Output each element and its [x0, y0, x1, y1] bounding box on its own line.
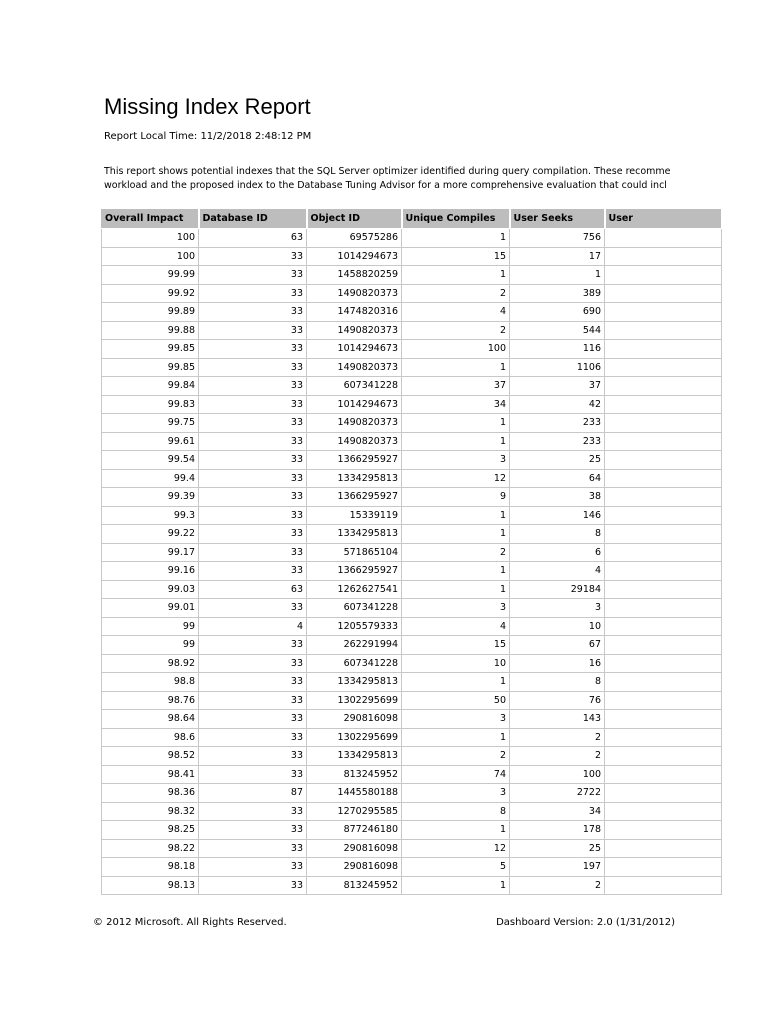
cell-user-seeks: 146	[510, 506, 605, 525]
table-body	[102, 229, 722, 895]
cell-user-scans	[605, 377, 722, 396]
cell-unique-compiles: 5	[402, 858, 510, 877]
cell-user-seeks: 690	[510, 303, 605, 322]
cell-object-id: 1205579333	[307, 617, 402, 636]
cell-object-id: 607341228	[307, 599, 402, 618]
table-row	[102, 858, 722, 877]
cell-user-scans	[605, 395, 722, 414]
cell-database-id: 33	[199, 876, 307, 895]
cell-unique-compiles: 3	[402, 599, 510, 618]
cell-object-id: 813245952	[307, 876, 402, 895]
cell-user-scans	[605, 229, 722, 248]
cell-user-seeks: 29184	[510, 580, 605, 599]
cell-object-id: 290816098	[307, 858, 402, 877]
cell-unique-compiles: 1	[402, 525, 510, 544]
cell-unique-compiles: 4	[402, 617, 510, 636]
cell-user-scans	[605, 839, 722, 858]
cell-database-id: 33	[199, 710, 307, 729]
cell-user-seeks: 143	[510, 710, 605, 729]
table-row	[102, 784, 722, 803]
cell-user-scans	[605, 469, 722, 488]
table-row	[102, 765, 722, 784]
cell-object-id: 1014294673	[307, 395, 402, 414]
cell-unique-compiles: 15	[402, 247, 510, 266]
cell-overall-impact: 98.92	[102, 654, 199, 673]
table-row	[102, 543, 722, 562]
cell-unique-compiles: 1	[402, 432, 510, 451]
cell-unique-compiles: 100	[402, 340, 510, 359]
table-row	[102, 303, 722, 322]
cell-user-seeks: 8	[510, 673, 605, 692]
cell-unique-compiles: 8	[402, 802, 510, 821]
cell-overall-impact: 98.76	[102, 691, 199, 710]
cell-unique-compiles: 1	[402, 821, 510, 840]
cell-database-id: 33	[199, 858, 307, 877]
cell-user-seeks: 76	[510, 691, 605, 710]
cell-user-scans	[605, 543, 722, 562]
column-header-user-scans[interactable]: User	[605, 209, 722, 229]
table-row	[102, 562, 722, 581]
cell-object-id: 1490820373	[307, 414, 402, 433]
cell-user-scans	[605, 691, 722, 710]
cell-overall-impact: 99.3	[102, 506, 199, 525]
cell-user-seeks: 4	[510, 562, 605, 581]
cell-object-id: 1445580188	[307, 784, 402, 803]
cell-overall-impact: 99.54	[102, 451, 199, 470]
cell-unique-compiles: 4	[402, 303, 510, 322]
cell-overall-impact: 99	[102, 636, 199, 655]
cell-user-seeks: 10	[510, 617, 605, 636]
cell-unique-compiles: 34	[402, 395, 510, 414]
cell-overall-impact: 99.4	[102, 469, 199, 488]
cell-database-id: 63	[199, 580, 307, 599]
cell-user-scans	[605, 728, 722, 747]
cell-unique-compiles: 2	[402, 543, 510, 562]
column-header-user-seeks[interactable]: User Seeks	[510, 209, 605, 229]
cell-user-scans	[605, 802, 722, 821]
table-row	[102, 229, 722, 248]
cell-database-id: 33	[199, 691, 307, 710]
report-title: Missing Index Report	[104, 94, 311, 119]
cell-unique-compiles: 37	[402, 377, 510, 396]
cell-object-id: 15339119	[307, 506, 402, 525]
cell-database-id: 33	[199, 488, 307, 507]
missing-index-table-container	[101, 208, 633, 898]
cell-overall-impact: 99.83	[102, 395, 199, 414]
column-header-unique-compiles[interactable]: Unique Compiles	[402, 209, 510, 229]
cell-database-id: 33	[199, 673, 307, 692]
cell-object-id: 1270295585	[307, 802, 402, 821]
cell-object-id: 1334295813	[307, 525, 402, 544]
cell-database-id: 33	[199, 247, 307, 266]
cell-user-seeks: 64	[510, 469, 605, 488]
cell-user-seeks: 116	[510, 340, 605, 359]
cell-unique-compiles: 1	[402, 358, 510, 377]
cell-database-id: 33	[199, 821, 307, 840]
cell-database-id: 33	[199, 636, 307, 655]
cell-object-id: 69575286	[307, 229, 402, 248]
cell-overall-impact: 99	[102, 617, 199, 636]
cell-overall-impact: 99.99	[102, 266, 199, 285]
cell-object-id: 1302295699	[307, 691, 402, 710]
cell-object-id: 1262627541	[307, 580, 402, 599]
table-row	[102, 488, 722, 507]
cell-overall-impact: 98.13	[102, 876, 199, 895]
cell-object-id: 1458820259	[307, 266, 402, 285]
cell-object-id: 607341228	[307, 377, 402, 396]
cell-user-seeks: 2722	[510, 784, 605, 803]
cell-overall-impact: 98.25	[102, 821, 199, 840]
cell-object-id: 262291994	[307, 636, 402, 655]
cell-unique-compiles: 50	[402, 691, 510, 710]
cell-overall-impact: 99.61	[102, 432, 199, 451]
table-row	[102, 617, 722, 636]
cell-user-seeks: 8	[510, 525, 605, 544]
cell-object-id: 877246180	[307, 821, 402, 840]
cell-overall-impact: 99.16	[102, 562, 199, 581]
cell-database-id: 33	[199, 562, 307, 581]
cell-object-id: 1490820373	[307, 321, 402, 340]
cell-object-id: 1490820373	[307, 358, 402, 377]
cell-unique-compiles: 10	[402, 654, 510, 673]
cell-user-scans	[605, 266, 722, 285]
cell-user-scans	[605, 599, 722, 618]
table-row	[102, 358, 722, 377]
cell-overall-impact: 98.18	[102, 858, 199, 877]
cell-unique-compiles: 15	[402, 636, 510, 655]
cell-unique-compiles: 2	[402, 321, 510, 340]
cell-object-id: 1474820316	[307, 303, 402, 322]
missing-index-table	[101, 208, 722, 895]
cell-user-scans	[605, 765, 722, 784]
cell-user-scans	[605, 432, 722, 451]
cell-database-id: 33	[199, 599, 307, 618]
cell-overall-impact: 98.22	[102, 839, 199, 858]
cell-unique-compiles: 1	[402, 580, 510, 599]
cell-overall-impact: 98.36	[102, 784, 199, 803]
cell-overall-impact: 100	[102, 229, 199, 248]
cell-database-id: 33	[199, 654, 307, 673]
cell-overall-impact: 99.85	[102, 358, 199, 377]
cell-user-seeks: 6	[510, 543, 605, 562]
cell-user-seeks: 67	[510, 636, 605, 655]
description-line-2: workload and the proposed index to the Database Tuning Advisor for a more comprehensive evaluation that could incl	[104, 180, 667, 191]
table-row	[102, 469, 722, 488]
cell-database-id: 33	[199, 728, 307, 747]
cell-user-scans	[605, 358, 722, 377]
column-header-overall-impact[interactable]: Overall Impact	[102, 209, 199, 229]
cell-user-seeks: 2	[510, 876, 605, 895]
cell-user-seeks: 1106	[510, 358, 605, 377]
cell-user-seeks: 38	[510, 488, 605, 507]
cell-user-seeks: 100	[510, 765, 605, 784]
table-row	[102, 691, 722, 710]
table-row	[102, 654, 722, 673]
cell-database-id: 87	[199, 784, 307, 803]
cell-database-id: 33	[199, 303, 307, 322]
cell-database-id: 33	[199, 802, 307, 821]
cell-overall-impact: 100	[102, 247, 199, 266]
cell-overall-impact: 99.39	[102, 488, 199, 507]
cell-unique-compiles: 1	[402, 562, 510, 581]
table-row	[102, 747, 722, 766]
cell-user-scans	[605, 414, 722, 433]
cell-object-id: 1334295813	[307, 673, 402, 692]
cell-unique-compiles: 1	[402, 266, 510, 285]
table-row	[102, 266, 722, 285]
cell-database-id: 33	[199, 506, 307, 525]
cell-database-id: 33	[199, 284, 307, 303]
cell-user-seeks: 197	[510, 858, 605, 877]
table-header-row	[102, 209, 722, 229]
cell-unique-compiles: 74	[402, 765, 510, 784]
cell-database-id: 33	[199, 266, 307, 285]
cell-overall-impact: 98.6	[102, 728, 199, 747]
column-header-database-id[interactable]: Database ID	[199, 209, 307, 229]
cell-database-id: 33	[199, 358, 307, 377]
cell-user-scans	[605, 710, 722, 729]
cell-overall-impact: 98.41	[102, 765, 199, 784]
cell-user-seeks: 389	[510, 284, 605, 303]
cell-user-seeks: 34	[510, 802, 605, 821]
table-row	[102, 673, 722, 692]
cell-object-id: 290816098	[307, 710, 402, 729]
table-row	[102, 247, 722, 266]
cell-unique-compiles: 9	[402, 488, 510, 507]
table-row	[102, 599, 722, 618]
table-row	[102, 506, 722, 525]
cell-user-seeks: 25	[510, 451, 605, 470]
table-row	[102, 876, 722, 895]
cell-user-seeks: 3	[510, 599, 605, 618]
cell-user-seeks: 233	[510, 432, 605, 451]
cell-user-seeks: 756	[510, 229, 605, 248]
table-row	[102, 636, 722, 655]
table-row	[102, 321, 722, 340]
cell-unique-compiles: 2	[402, 747, 510, 766]
cell-user-scans	[605, 821, 722, 840]
cell-user-scans	[605, 580, 722, 599]
column-header-object-id[interactable]: Object ID	[307, 209, 402, 229]
cell-database-id: 4	[199, 617, 307, 636]
table-row	[102, 340, 722, 359]
cell-unique-compiles: 12	[402, 469, 510, 488]
cell-overall-impact: 99.03	[102, 580, 199, 599]
cell-user-scans	[605, 525, 722, 544]
table-row	[102, 580, 722, 599]
cell-database-id: 33	[199, 747, 307, 766]
cell-user-seeks: 2	[510, 728, 605, 747]
cell-user-scans	[605, 451, 722, 470]
footer-version: Dashboard Version: 2.0 (1/31/2012)	[496, 917, 675, 928]
cell-object-id: 1334295813	[307, 747, 402, 766]
cell-database-id: 33	[199, 451, 307, 470]
table-row	[102, 728, 722, 747]
cell-object-id: 813245952	[307, 765, 402, 784]
cell-object-id: 1302295699	[307, 728, 402, 747]
table-row	[102, 802, 722, 821]
cell-unique-compiles: 3	[402, 451, 510, 470]
table-row	[102, 414, 722, 433]
cell-database-id: 33	[199, 432, 307, 451]
description-line-1: This report shows potential indexes that the SQL Server optimizer identified during query compilation. These recomme	[104, 166, 671, 177]
table-row	[102, 451, 722, 470]
cell-user-scans	[605, 488, 722, 507]
cell-database-id: 63	[199, 229, 307, 248]
cell-user-scans	[605, 858, 722, 877]
cell-user-scans	[605, 340, 722, 359]
cell-overall-impact: 99.01	[102, 599, 199, 618]
footer-copyright: © 2012 Microsoft. All Rights Reserved.	[93, 917, 287, 928]
table-row	[102, 377, 722, 396]
cell-database-id: 33	[199, 377, 307, 396]
cell-overall-impact: 98.32	[102, 802, 199, 821]
cell-database-id: 33	[199, 469, 307, 488]
cell-unique-compiles: 12	[402, 839, 510, 858]
cell-user-scans	[605, 303, 722, 322]
cell-user-seeks: 37	[510, 377, 605, 396]
cell-object-id: 571865104	[307, 543, 402, 562]
cell-user-seeks: 178	[510, 821, 605, 840]
cell-overall-impact: 99.75	[102, 414, 199, 433]
cell-user-scans	[605, 617, 722, 636]
table-row	[102, 710, 722, 729]
cell-object-id: 1334295813	[307, 469, 402, 488]
cell-user-seeks: 42	[510, 395, 605, 414]
cell-unique-compiles: 1	[402, 876, 510, 895]
cell-overall-impact: 98.64	[102, 710, 199, 729]
cell-user-scans	[605, 784, 722, 803]
report-local-time: Report Local Time: 11/2/2018 2:48:12 PM	[104, 131, 312, 142]
cell-overall-impact: 99.17	[102, 543, 199, 562]
cell-database-id: 33	[199, 839, 307, 858]
cell-overall-impact: 99.22	[102, 525, 199, 544]
cell-user-scans	[605, 747, 722, 766]
cell-database-id: 33	[199, 395, 307, 414]
cell-object-id: 290816098	[307, 839, 402, 858]
cell-user-scans	[605, 876, 722, 895]
cell-user-seeks: 17	[510, 247, 605, 266]
cell-unique-compiles: 3	[402, 784, 510, 803]
cell-unique-compiles: 1	[402, 728, 510, 747]
cell-database-id: 33	[199, 765, 307, 784]
cell-overall-impact: 99.84	[102, 377, 199, 396]
cell-object-id: 1014294673	[307, 247, 402, 266]
table-row	[102, 432, 722, 451]
cell-user-seeks: 1	[510, 266, 605, 285]
table-row	[102, 395, 722, 414]
cell-database-id: 33	[199, 543, 307, 562]
cell-unique-compiles: 3	[402, 710, 510, 729]
cell-user-scans	[605, 321, 722, 340]
cell-overall-impact: 99.88	[102, 321, 199, 340]
table-row	[102, 821, 722, 840]
cell-user-scans	[605, 247, 722, 266]
cell-overall-impact: 98.8	[102, 673, 199, 692]
cell-unique-compiles: 2	[402, 284, 510, 303]
table-row	[102, 284, 722, 303]
cell-overall-impact: 99.92	[102, 284, 199, 303]
cell-user-scans	[605, 284, 722, 303]
cell-overall-impact: 98.52	[102, 747, 199, 766]
table-row	[102, 839, 722, 858]
cell-user-seeks: 233	[510, 414, 605, 433]
cell-user-scans	[605, 636, 722, 655]
cell-overall-impact: 99.89	[102, 303, 199, 322]
report-description	[104, 165, 671, 193]
cell-database-id: 33	[199, 321, 307, 340]
cell-user-scans	[605, 562, 722, 581]
cell-user-scans	[605, 654, 722, 673]
cell-user-seeks: 2	[510, 747, 605, 766]
cell-unique-compiles: 1	[402, 673, 510, 692]
cell-object-id: 1366295927	[307, 451, 402, 470]
cell-user-seeks: 16	[510, 654, 605, 673]
cell-unique-compiles: 1	[402, 229, 510, 248]
cell-unique-compiles: 1	[402, 506, 510, 525]
cell-object-id: 1490820373	[307, 284, 402, 303]
cell-user-scans	[605, 673, 722, 692]
cell-user-scans	[605, 506, 722, 525]
cell-database-id: 33	[199, 340, 307, 359]
cell-database-id: 33	[199, 414, 307, 433]
cell-database-id: 33	[199, 525, 307, 544]
cell-object-id: 607341228	[307, 654, 402, 673]
cell-object-id: 1366295927	[307, 488, 402, 507]
cell-user-seeks: 544	[510, 321, 605, 340]
table-row	[102, 525, 722, 544]
cell-unique-compiles: 1	[402, 414, 510, 433]
cell-user-seeks: 25	[510, 839, 605, 858]
cell-object-id: 1014294673	[307, 340, 402, 359]
cell-object-id: 1366295927	[307, 562, 402, 581]
cell-overall-impact: 99.85	[102, 340, 199, 359]
cell-object-id: 1490820373	[307, 432, 402, 451]
